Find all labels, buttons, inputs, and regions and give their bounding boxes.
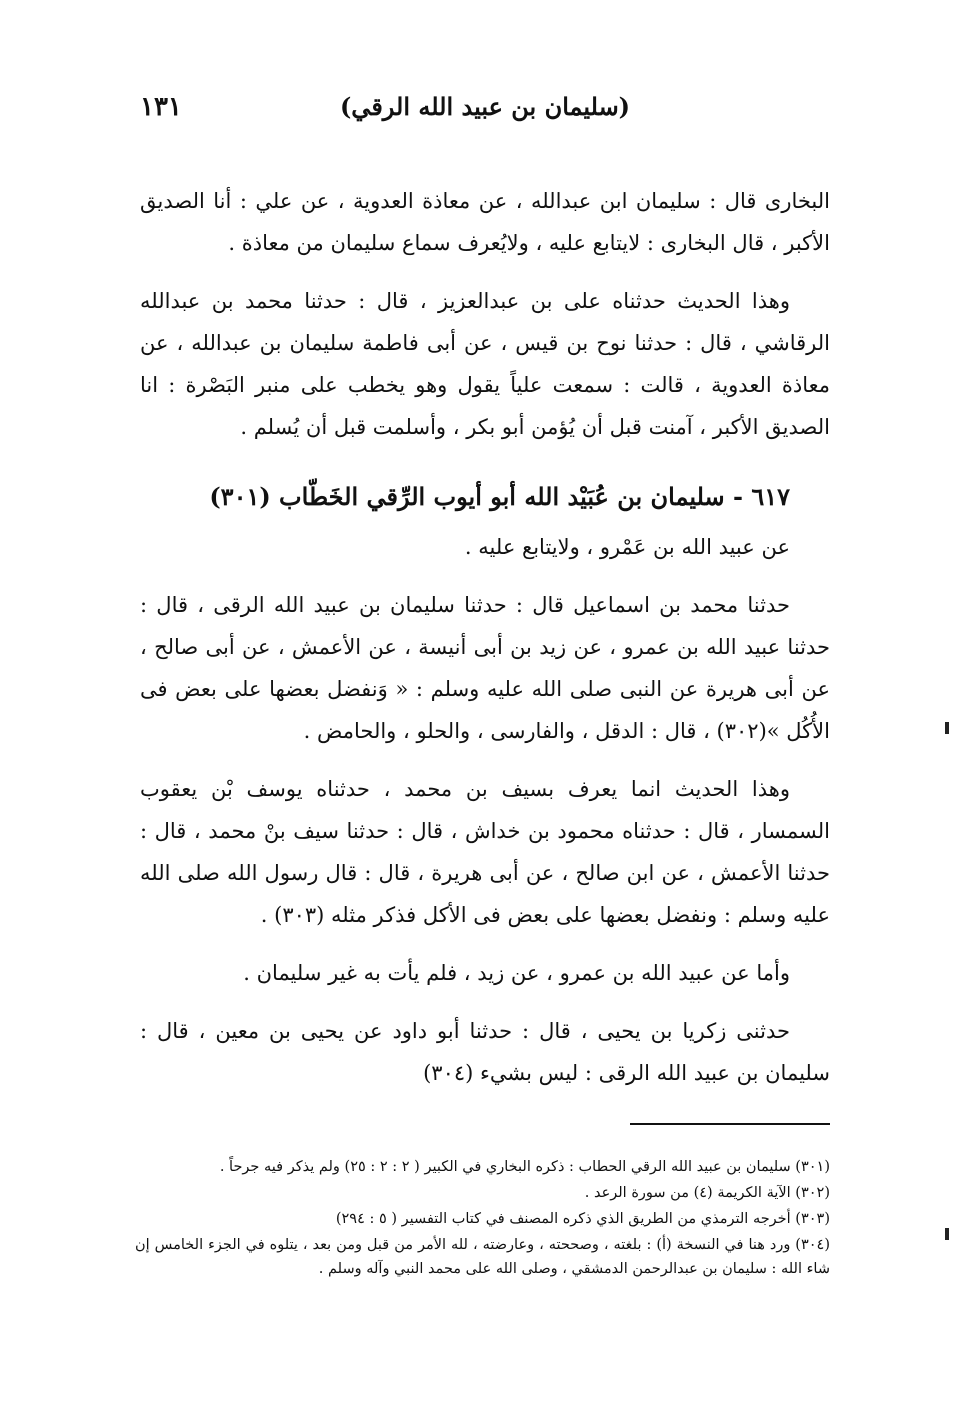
paragraph-1: البخارى قال : سليمان ابن عبدالله ، عن معاذة العدوية ، عن علي : أنا الصديق الأكبر ، قال البخارى : لايتابع عليه ، ولايُعرف سماع سليمان من معاذة . [140, 189, 830, 255]
entry-paragraph-2: حدثنا محمد بن اسماعيل قال : حدثنا سليمان بن عبيد الله الرقى ، قال : حدثنا عبيد الله بن عمرو ، عن زيد بن أبى أنيسة ، عن الأعمش ، عن أبى صالح ، عن أبى هريرة عن النبى صلى الله عليه وسلم : « وَنفضل بعضها على بعض فى الأُكُل »(٣٠٢) ، قال : الدقل ، والفارسى ، والحلو ، والحامض . [140, 593, 830, 743]
footnote-303: (٣٠٣) أخرجه الترمذي من الطريق الذي ذكره المصنف في كتاب التفسير ( ٥ : ٢٩٤) [335, 1211, 830, 1227]
footnote-divider [630, 1123, 830, 1125]
footnote-302: (٣٠٢) الآية الكريمة (٤) من سورة الرعد . [584, 1185, 830, 1201]
entry-paragraph-4: وأما عن عبيد الله بن عمرو ، عن زيد ، فلم يأت به غير سليمان . [243, 961, 790, 985]
footnote-301: (٣٠١) سليمان بن عبيد الله الرقي الحطاب : ذكره البخاري في الكبير ( ٢ : ٢ : ٢٥) ولم يذكر فيه جرحاً . [219, 1159, 830, 1175]
entry-paragraph-3: وهذا الحديث انما يعرف بسيف بن محمد ، حدثناه يوسف بْن يعقوب السمسار ، قال : حدثناه محمود بن خداش ، قال : حدثنا سيف بنْ محمد ، قال : حدثنا الأعمش ، عن ابن صالح ، عن أبى هريرة ، قال : قال رسول الله صلى الله عليه وسلم : ونفضل بعضها على بعض فى الأكل فذكر مثله (٣٠٣) . [140, 777, 830, 927]
running-title: (سليمان بن عبيد الله الرقي) [339, 92, 631, 121]
footnote-304: (٣٠٤) ورد هنا في النسخة (أ) : بلغته ، وصححته ، وعارضته ، لله الأمر من قبل ومن بعد ، يتلوه في الجزء الخامس إن شاء الله : سليمان بن عبدالرحمن الدمشقي ، وصلى الله على محمد النبي وآله وسلم . [135, 1237, 830, 1277]
page-number: ١٣١ [140, 92, 182, 122]
footnotes [135, 1155, 830, 1283]
entry-paragraph-5: حدثنى زكريا بن يحيى ، قال : حدثنا أبو داود عن يحيى بن معين ، قال : سليمان بن عبيد الله الرقى : ليس بشيء (٣٠٤) [140, 1019, 830, 1085]
margin-mark [945, 722, 949, 734]
main-text [140, 180, 830, 1110]
page-header [140, 92, 830, 132]
entry-heading: ٦١٧ - سليمان بن عُبَيْد الله أبو أيوب الرِّقي الخَطّاب (٣٠١) [209, 482, 790, 511]
paragraph-2: وهذا الحديث حدثناه على بن عبدالعزيز ، قال : حدثنا محمد بن عبدالله الرقاشي ، قال : حدثنا نوح بن قيس ، عن أبى فاطمة سليمان بن عبدالله ، عن معاذة العدوية ، قالت : سمعت علياً يقول وهو يخطب على منبر البَصْرة : انا الصديق الأكبر ، آمنت قبل أن يُؤمن أبو بكر ، وأسلمت قبل أن يُسلم . [140, 289, 830, 439]
margin-mark [945, 1228, 949, 1240]
entry-paragraph-1: عن عبيد الله بن عَمْرو ، ولايتابع عليه . [464, 535, 790, 559]
